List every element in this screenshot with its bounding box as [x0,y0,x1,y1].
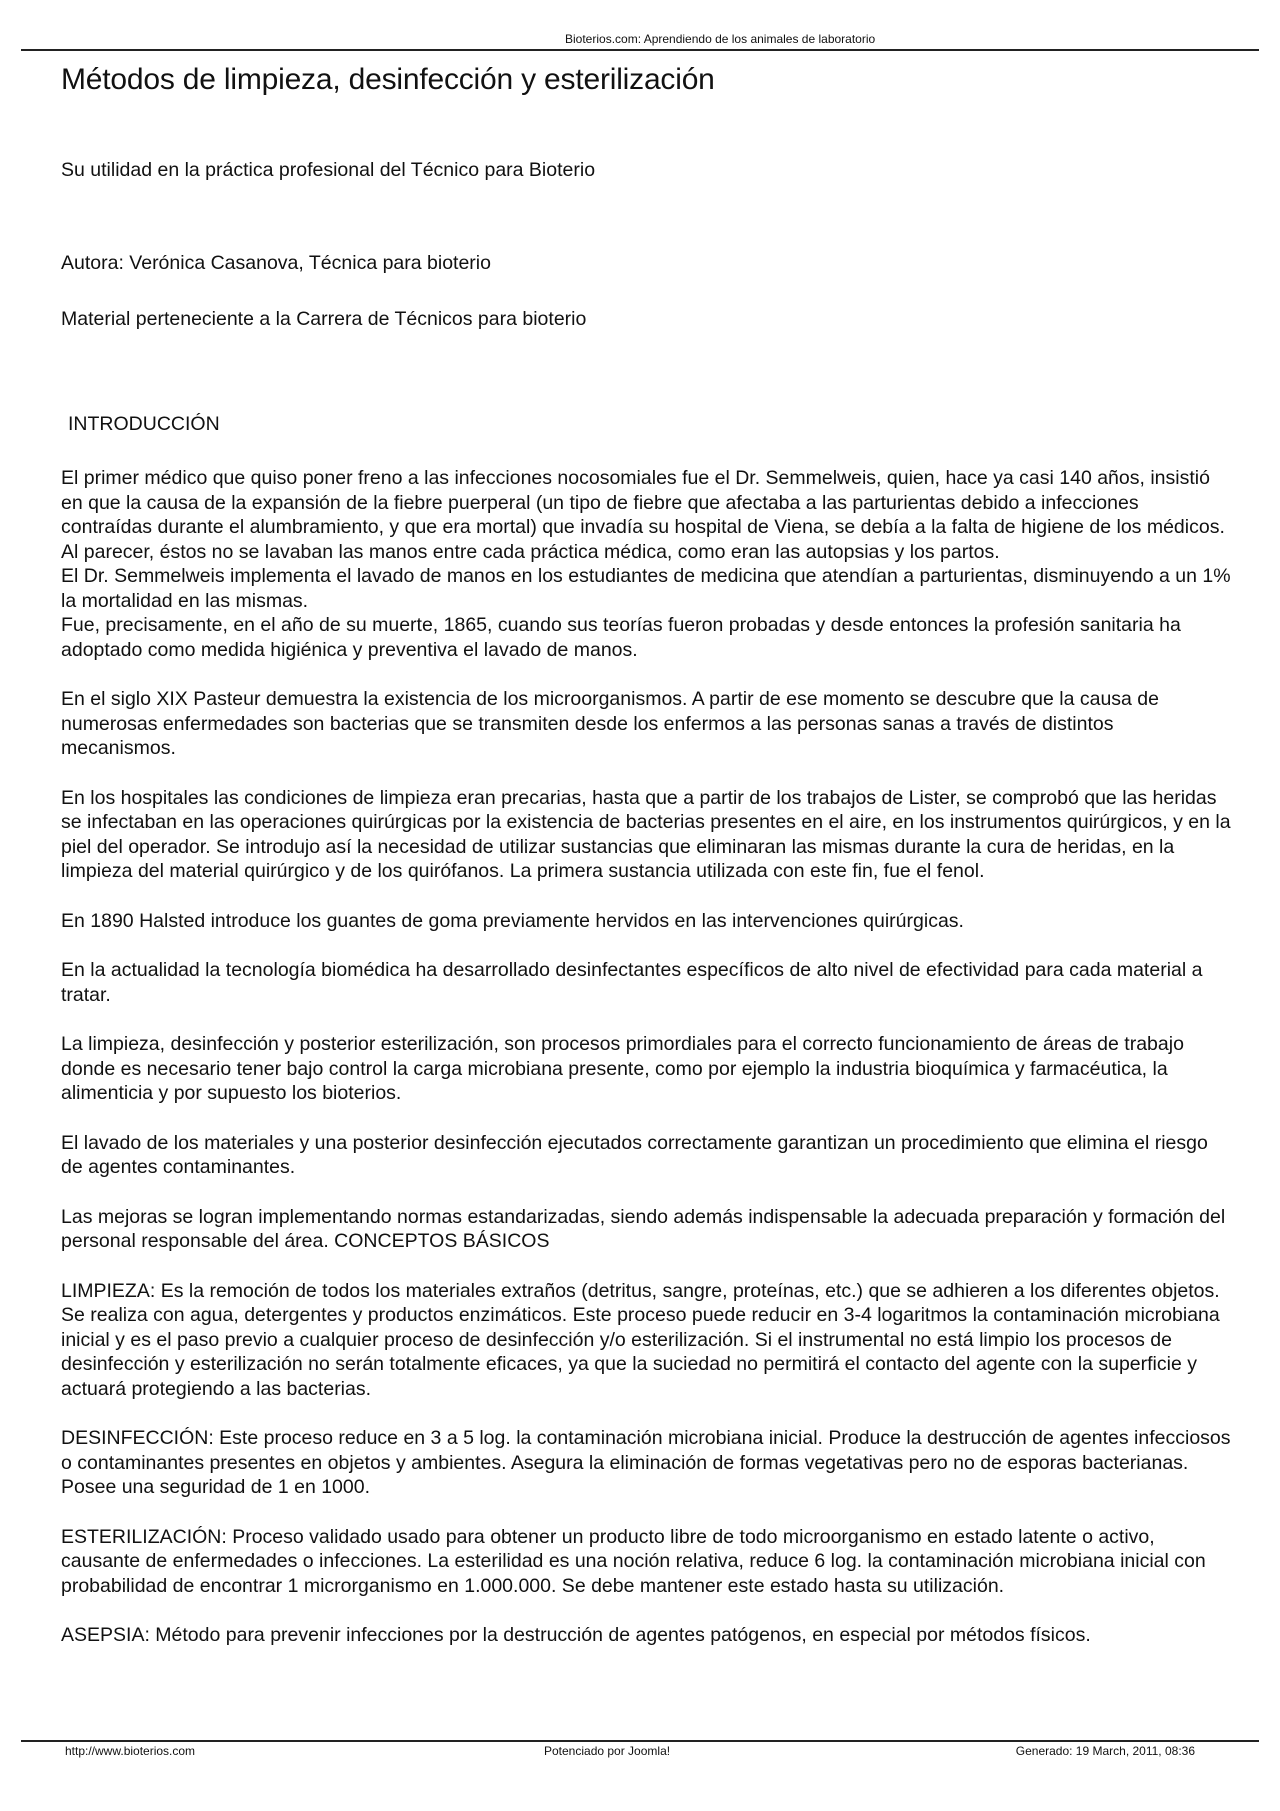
footer-powered-by: Potenciado por Joomla! [544,1744,671,1758]
article-author: Autora: Verónica Casanova, Técnica para bioterio [61,251,491,274]
intro-paragraph [61,466,1231,662]
paragraph-procesos: La limpieza, desinfección y posterior esterilización, son procesos primordiales para el correcto funcionamiento de áreas de trabajo donde es necesario tener bajo control la carga microbiana presente, como por ejemplo la industria bioquímica y farmacéutica, la alimenticia y por supuesto los bioterios. [61,1033,1184,1104]
paragraph-lister: En los hospitales las condiciones de limpieza eran precarias, hasta que a partir de los trabajos de Lister, se comprobó que las heridas se infectaban en las operaciones quirúrgicas por la existencia de bacterias presentes en el aire, en los instrumentos quirúrgicos, y en la piel del operador. Se introdujo así la necesidad de utilizar sustancias que eliminaran las mismas durante la cura de heridas, en la limpieza del material quirúrgico y de los quirófanos. La primera sustancia utilizada con este fin, fue el fenol. [61,786,1231,882]
footer-url: http://www.bioterios.com [65,1744,196,1758]
page-footer [21,1740,1259,1772]
definition-desinfeccion: DESINFECCIÓN: Este proceso reduce en 3 a 5 log. la contaminación microbiana inicial. Produce la destrucción de agentes infecciosos o contaminantes presentes en objetos y ambientes. Asegura la eliminación de formas vegetativas pero no de esporas bacterianas. Posee una seguridad de 1 en 1000. [61,1427,1231,1498]
site-name: Bioterios.com: Aprendiendo de los animales de laboratorio [565,32,876,46]
footer-generated-date: Generado: 19 March, 2011, 08:36 [1015,1744,1195,1758]
paragraph-halsted: En 1890 Halsted introduce los guantes de goma previamente hervidos en las intervenciones quirúrgicas. [61,909,964,932]
article-subtitle: Su utilidad en la práctica profesional del Técnico para Bioterio [61,159,596,181]
intro-line: Fue, precisamente, en el año de su muerte, 1865, cuando sus teorías fueron probadas y desde entonces la profesión sanitaria ha adoptado como medida higiénica y preventiva el lavado de manos. [61,614,1181,661]
section-heading-introduccion: INTRODUCCIÓN [68,412,220,435]
paragraph-mejoras: Las mejoras se logran implementando normas estandarizadas, siendo además indispensable la adecuada preparación y formación del personal responsable del área. CONCEPTOS BÁSICOS [61,1205,1226,1252]
definition-esterilizacion: ESTERILIZACIÓN: Proceso validado usado para obtener un producto libre de todo microorganismo en estado latente o activo, causante de enfermedades o infecciones. La esterilidad es una noción relativa, reduce 6 log. la contaminación microbiana inicial con probabilidad de encontrar 1 microrganismo en 1.000.000. Se debe mantener este estado hasta su utilización. [61,1525,1206,1597]
paragraph-tecnologia: En la actualidad la tecnología biomédica ha desarrollado desinfectantes específicos de alto nivel de efectividad para cada material a tratar. [61,959,1203,1006]
article-body [61,60,1231,1648]
definition-limpieza: LIMPIEZA: Es la remoción de todos los materiales extraños (detritus, sangre, proteínas, etc.) que se adhieren a los diferentes objetos. Se realiza con agua, detergentes y productos enzimáticos. Este proceso puede reducir en 3-4 logaritmos la contaminación microbiana inicial y es el paso previo a cualquier proceso de desinfección y/o esterilización. Si el instrumental no está limpio los procesos de desinfección y esterilización no serán totalmente eficaces, ya que la suciedad no permitirá el contacto del agente con la superficie y actuará protegiendo a las bacterias. [61,1279,1220,1400]
article-title: Métodos de limpieza, desinfección y esterilización [61,63,715,96]
paragraph-pasteur: En el siglo XIX Pasteur demuestra la existencia de los microorganismos. A partir de ese momento se descubre que la causa de numerosas enfermedades son bacterias que se transmiten desde los enfermos a las personas sanas a través de distintos mecanismos. [61,688,1159,759]
intro-line: El primer médico que quiso poner freno a las infecciones nocosomiales fue el Dr. Semmelweis, quien, hace ya casi 140 años, insistió en que la causa de la expansión de la fiebre puerperal (un tipo de fiebre que afectaba a las parturientas debido a infecciones contraídas durante el alumbramiento, y que era mortal) que invadía su hospital de Viena, se debía a la falta de higiene de los médicos. [61,467,1225,538]
paragraph-lavado: El lavado de los materiales y una posterior desinfección ejecutados correctamente garantizan un procedimiento que elimina el riesgo de agentes contaminantes. [61,1131,1208,1178]
intro-line: Al parecer, éstos no se lavaban las manos entre cada práctica médica, como eran las autopsias y los partos. [61,540,1000,563]
article-material-note: Material perteneciente a la Carrera de Técnicos para bioterio [61,308,587,330]
page-header [21,0,1259,51]
intro-line: El Dr. Semmelweis implementa el lavado de manos en los estudiantes de medicina que atendían a parturientas, disminuyendo a un 1% la mortalidad en las mismas. [61,565,1231,612]
definition-asepsia: ASEPSIA: Método para prevenir infecciones por la destrucción de agentes patógenos, en especial por métodos físicos. [61,1624,1091,1646]
